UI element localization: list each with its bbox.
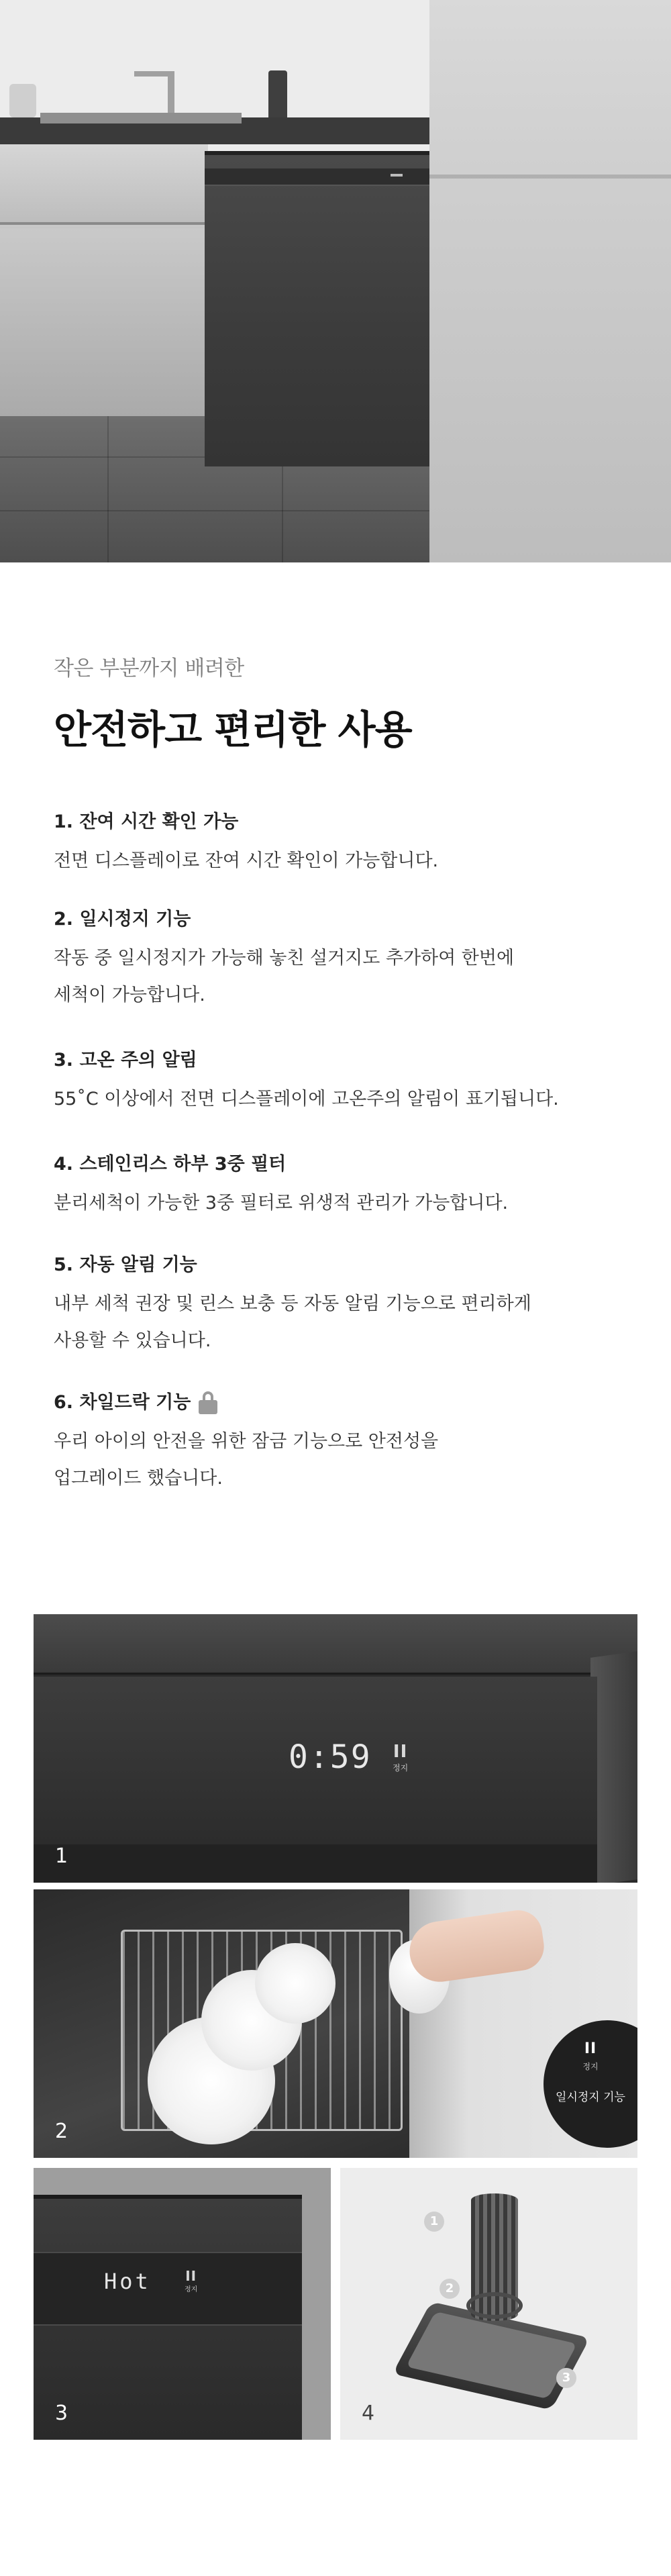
feature-description: 우리 아이의 안전을 위한 잠금 기능으로 안전성을 업그레이드 했습니다. xyxy=(54,1431,439,1489)
feature-title-row xyxy=(54,1389,631,1416)
remaining-time-display: 0:59 xyxy=(289,1738,372,1776)
dishwasher-control-band xyxy=(205,168,429,186)
feature-item xyxy=(54,1151,631,1222)
hand xyxy=(406,1908,548,1986)
soap-dispenser xyxy=(268,70,287,119)
panel-pause-function xyxy=(34,1889,637,2158)
pause-caption: 정지 xyxy=(582,2062,599,2071)
section-headline: 안전하고 편리한 사용 xyxy=(54,707,412,752)
dishwasher-indicator xyxy=(391,174,403,177)
hero-kitchen-image xyxy=(0,0,671,562)
pause-caption: 정지 xyxy=(185,2286,198,2293)
dishwasher-front xyxy=(205,151,429,466)
pause-icon: II xyxy=(584,2040,597,2057)
badge-label: 일시정지 기능 xyxy=(556,2091,625,2104)
pause-caption: 정지 xyxy=(393,1763,409,1773)
hot-alert-display: Hot xyxy=(104,2269,151,2294)
pause-icon: II xyxy=(393,1742,408,1762)
feature-item xyxy=(54,1252,631,1359)
feature-description: 작동 중 일시정지가 가능해 놓친 설거지도 추가하여 한번에 세척이 가능합니다. xyxy=(54,948,515,1005)
pause-function-badge xyxy=(544,2020,637,2148)
dishwasher-display-bar xyxy=(34,2252,302,2326)
pause-icon: II xyxy=(185,2268,197,2284)
feature-title: 3. 고온 주의 알림 xyxy=(54,1050,197,1071)
filter-marker: 3 xyxy=(556,2368,576,2388)
pause-indicator xyxy=(393,1742,408,1773)
dishwasher-door-lower xyxy=(34,1844,597,1883)
feature-title: 2. 일시정지 기능 xyxy=(54,909,191,930)
panel-number: 1 xyxy=(55,1844,68,1868)
feature-description: 분리세척이 가능한 3중 필터로 위생적 관리가 가능합니다. xyxy=(54,1193,509,1213)
cabinet-drawer-upper xyxy=(0,144,208,225)
filter-marker: 2 xyxy=(440,2279,460,2299)
feature-title: 4. 스테인리스 하부 3중 필터 xyxy=(54,1154,287,1175)
feature-title: 6. 차일드락 기능 xyxy=(54,1392,191,1413)
dishwasher-top-surface xyxy=(34,1614,637,1675)
feature-title: 1. 잔여 시간 확인 가능 xyxy=(54,811,239,832)
filter-marker: 1 xyxy=(424,2212,444,2232)
feature-item xyxy=(54,906,631,1013)
feature-title: 5. 자동 알림 기능 xyxy=(54,1254,197,1275)
panel-triple-filter xyxy=(340,2168,637,2440)
faucet-arm xyxy=(134,71,174,77)
tall-cabinet xyxy=(429,0,671,562)
panel-number: 3 xyxy=(55,2401,68,2425)
feature-description: 55˚C 이상에서 전면 디스플레이에 고온주의 알림이 표기됩니다. xyxy=(54,1089,559,1109)
countertop-bottles xyxy=(9,84,36,117)
feature-description: 전면 디스플레이로 잔여 시간 확인이 가능합니다. xyxy=(54,850,439,871)
pause-indicator xyxy=(185,2269,197,2293)
feature-description: 내부 세척 권장 및 린스 보충 등 자동 알림 기능으로 편리하게 사용할 수 있습니다. xyxy=(54,1293,531,1351)
cabinet-drawer-lower xyxy=(0,228,208,430)
lock-icon xyxy=(199,1391,217,1414)
panel-high-temp-alert xyxy=(34,2168,331,2440)
section-eyebrow: 작은 부분까지 배려한 xyxy=(54,656,244,681)
feature-item xyxy=(54,1389,631,1497)
sink xyxy=(40,113,242,123)
plate xyxy=(255,1943,336,2024)
feature-item xyxy=(54,1047,631,1118)
panel-number: 4 xyxy=(362,2401,375,2425)
panel-remaining-time xyxy=(34,1614,637,1883)
dishwasher-side-edge xyxy=(590,1651,637,1883)
filter-ring xyxy=(466,2292,523,2319)
feature-item xyxy=(54,809,631,879)
panel-number: 2 xyxy=(55,2120,68,2143)
